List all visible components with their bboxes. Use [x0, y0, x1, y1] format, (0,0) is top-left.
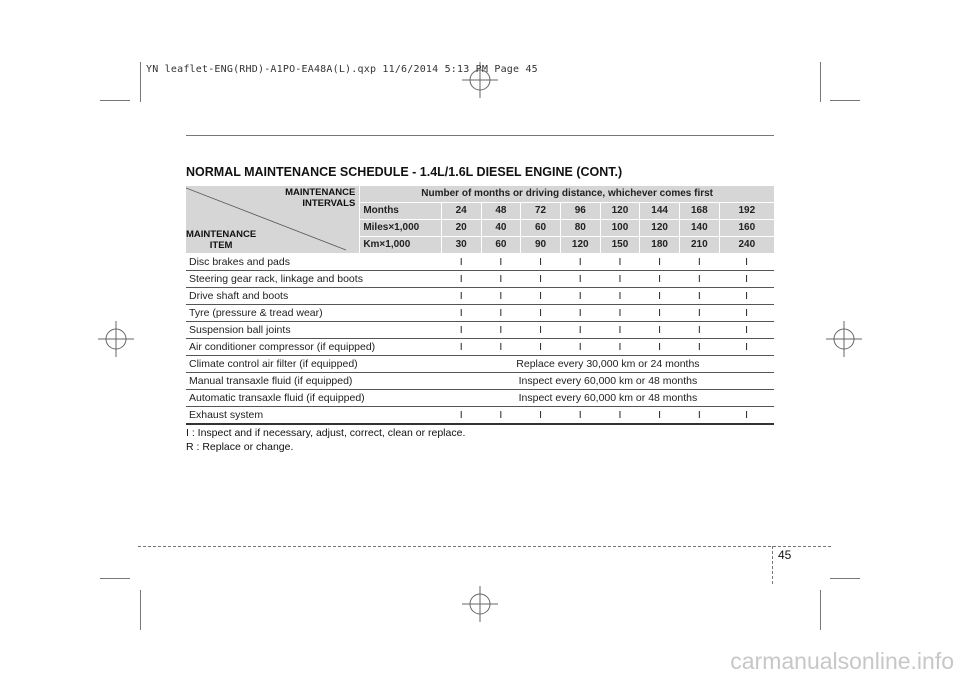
schedule-cell: I: [719, 288, 774, 305]
header-cell: 72: [521, 203, 561, 220]
header-cell: 192: [719, 203, 774, 220]
schedule-cell: I: [600, 407, 640, 425]
table-row: [186, 339, 774, 356]
header-cell: 180: [640, 237, 680, 254]
schedule-cell: I: [441, 254, 481, 271]
schedule-cell: I: [679, 254, 719, 271]
maintenance-item: Suspension ball joints: [186, 322, 441, 339]
header-cell: 96: [560, 203, 600, 220]
registration-mark-icon: [98, 321, 134, 357]
header-cell: 160: [719, 220, 774, 237]
schedule-cell: I: [640, 271, 680, 288]
schedule-cell: I: [679, 305, 719, 322]
crop-mark: [830, 100, 860, 101]
page-number: 45: [778, 548, 792, 562]
schedule-cell: I: [679, 407, 719, 425]
header-cell: 40: [481, 220, 521, 237]
maintenance-item: Climate control air filter (if equipped): [186, 356, 441, 373]
schedule-note: Inspect every 60,000 km or 48 months: [441, 390, 774, 407]
legend-replace: R : Replace or change.: [186, 441, 294, 453]
table-row: [186, 254, 774, 271]
schedule-cell: I: [521, 407, 561, 425]
print-slug: YN leaflet-ENG(RHD)-A1PO-EA48A(L).qxp 11/6/2014 5:13 PM Page 45: [146, 64, 538, 75]
legend-inspect: I : Inspect and if necessary, adjust, correct, clean or replace.: [186, 427, 466, 439]
maintenance-item: Manual transaxle fluid (if equipped): [186, 373, 441, 390]
header-cell: 120: [560, 237, 600, 254]
schedule-cell: I: [560, 288, 600, 305]
schedule-cell: I: [640, 322, 680, 339]
table-row: [186, 407, 774, 425]
table-row: [186, 390, 774, 407]
schedule-cell: I: [679, 339, 719, 356]
schedule-cell: I: [521, 288, 561, 305]
header-row-label: Miles×1,000: [360, 220, 442, 237]
schedule-cell: I: [560, 305, 600, 322]
maintenance-item: Automatic transaxle fluid (if equipped): [186, 390, 441, 407]
schedule-cell: I: [441, 407, 481, 425]
header-cell: 60: [481, 237, 521, 254]
table-row: [186, 356, 774, 373]
crop-mark: [830, 578, 860, 579]
table-row: [186, 271, 774, 288]
section-title: NORMAL MAINTENANCE SCHEDULE - 1.4L/1.6L DIESEL ENGINE (CONT.): [186, 165, 623, 179]
corner-item-label: MAINTENANCE ITEM: [186, 229, 257, 251]
schedule-cell: I: [560, 254, 600, 271]
maintenance-item: Tyre (pressure & tread wear): [186, 305, 441, 322]
schedule-cell: I: [719, 407, 774, 425]
schedule-cell: I: [600, 271, 640, 288]
schedule-cell: I: [560, 339, 600, 356]
maintenance-schedule-table: [186, 186, 774, 425]
schedule-cell: I: [600, 322, 640, 339]
schedule-cell: I: [560, 271, 600, 288]
schedule-cell: I: [521, 305, 561, 322]
schedule-cell: I: [521, 254, 561, 271]
schedule-note: Replace every 30,000 km or 24 months: [441, 356, 774, 373]
registration-mark-icon: [462, 586, 498, 622]
schedule-cell: I: [719, 254, 774, 271]
crop-mark: [100, 100, 130, 101]
crop-mark: [100, 578, 130, 579]
schedule-cell: I: [719, 339, 774, 356]
schedule-cell: I: [441, 288, 481, 305]
legend: [186, 426, 465, 454]
header-row-label: Months: [360, 203, 442, 220]
schedule-cell: I: [481, 288, 521, 305]
header-cell: 24: [441, 203, 481, 220]
schedule-cell: I: [640, 288, 680, 305]
schedule-cell: I: [679, 322, 719, 339]
header-cell: 120: [600, 203, 640, 220]
schedule-cell: I: [560, 407, 600, 425]
schedule-cell: I: [481, 407, 521, 425]
header-cell: 140: [679, 220, 719, 237]
schedule-cell: I: [640, 339, 680, 356]
schedule-cell: I: [679, 271, 719, 288]
maintenance-item: Drive shaft and boots: [186, 288, 441, 305]
interval-span-header: Number of months or driving distance, whichever comes first: [360, 186, 774, 203]
schedule-cell: I: [521, 322, 561, 339]
schedule-cell: I: [600, 305, 640, 322]
schedule-cell: I: [600, 254, 640, 271]
schedule-cell: I: [640, 305, 680, 322]
schedule-note: Inspect every 60,000 km or 48 months: [441, 373, 774, 390]
header-cell: 168: [679, 203, 719, 220]
header-row-label: Km×1,000: [360, 237, 442, 254]
schedule-cell: I: [640, 407, 680, 425]
table-row: [186, 305, 774, 322]
maintenance-item: Air conditioner compressor (if equipped): [186, 339, 441, 356]
header-cell: 20: [441, 220, 481, 237]
schedule-cell: I: [719, 305, 774, 322]
schedule-cell: I: [481, 271, 521, 288]
table-row: [186, 322, 774, 339]
table-row: [186, 288, 774, 305]
crop-mark: [140, 62, 141, 102]
schedule-cell: I: [521, 271, 561, 288]
crop-mark: [140, 590, 141, 630]
schedule-cell: I: [441, 322, 481, 339]
schedule-cell: I: [600, 339, 640, 356]
schedule-cell: I: [600, 288, 640, 305]
schedule-cell: I: [679, 288, 719, 305]
header-cell: 30: [441, 237, 481, 254]
header-cell: 120: [640, 220, 680, 237]
schedule-cell: I: [521, 339, 561, 356]
footer-divider: [772, 546, 773, 584]
schedule-cell: I: [481, 305, 521, 322]
schedule-cell: I: [441, 271, 481, 288]
maintenance-item: Exhaust system: [186, 407, 441, 425]
maintenance-item: Disc brakes and pads: [186, 254, 441, 271]
schedule-cell: I: [441, 339, 481, 356]
header-cell: 80: [560, 220, 600, 237]
schedule-cell: I: [481, 339, 521, 356]
schedule-cell: I: [560, 322, 600, 339]
header-cell: 48: [481, 203, 521, 220]
schedule-cell: I: [441, 305, 481, 322]
header-cell: 60: [521, 220, 561, 237]
header-cell: 144: [640, 203, 680, 220]
watermark: carmanualsonline.info: [730, 648, 954, 674]
corner-intervals-label: MAINTENANCE INTERVALS: [285, 187, 356, 209]
schedule-cell: I: [719, 322, 774, 339]
header-cell: 240: [719, 237, 774, 254]
table-row: [186, 373, 774, 390]
maintenance-item: Steering gear rack, linkage and boots: [186, 271, 441, 288]
schedule-cell: I: [719, 271, 774, 288]
header-cell: 100: [600, 220, 640, 237]
crop-mark: [820, 590, 821, 630]
footer-rule: [138, 546, 831, 547]
header-rule: [186, 135, 774, 136]
table-corner-header: [186, 186, 360, 254]
crop-mark: [820, 62, 821, 102]
registration-mark-icon: [826, 321, 862, 357]
schedule-cell: I: [481, 254, 521, 271]
schedule-cell: I: [481, 322, 521, 339]
header-cell: 150: [600, 237, 640, 254]
header-cell: 90: [521, 237, 561, 254]
header-cell: 210: [679, 237, 719, 254]
schedule-cell: I: [640, 254, 680, 271]
